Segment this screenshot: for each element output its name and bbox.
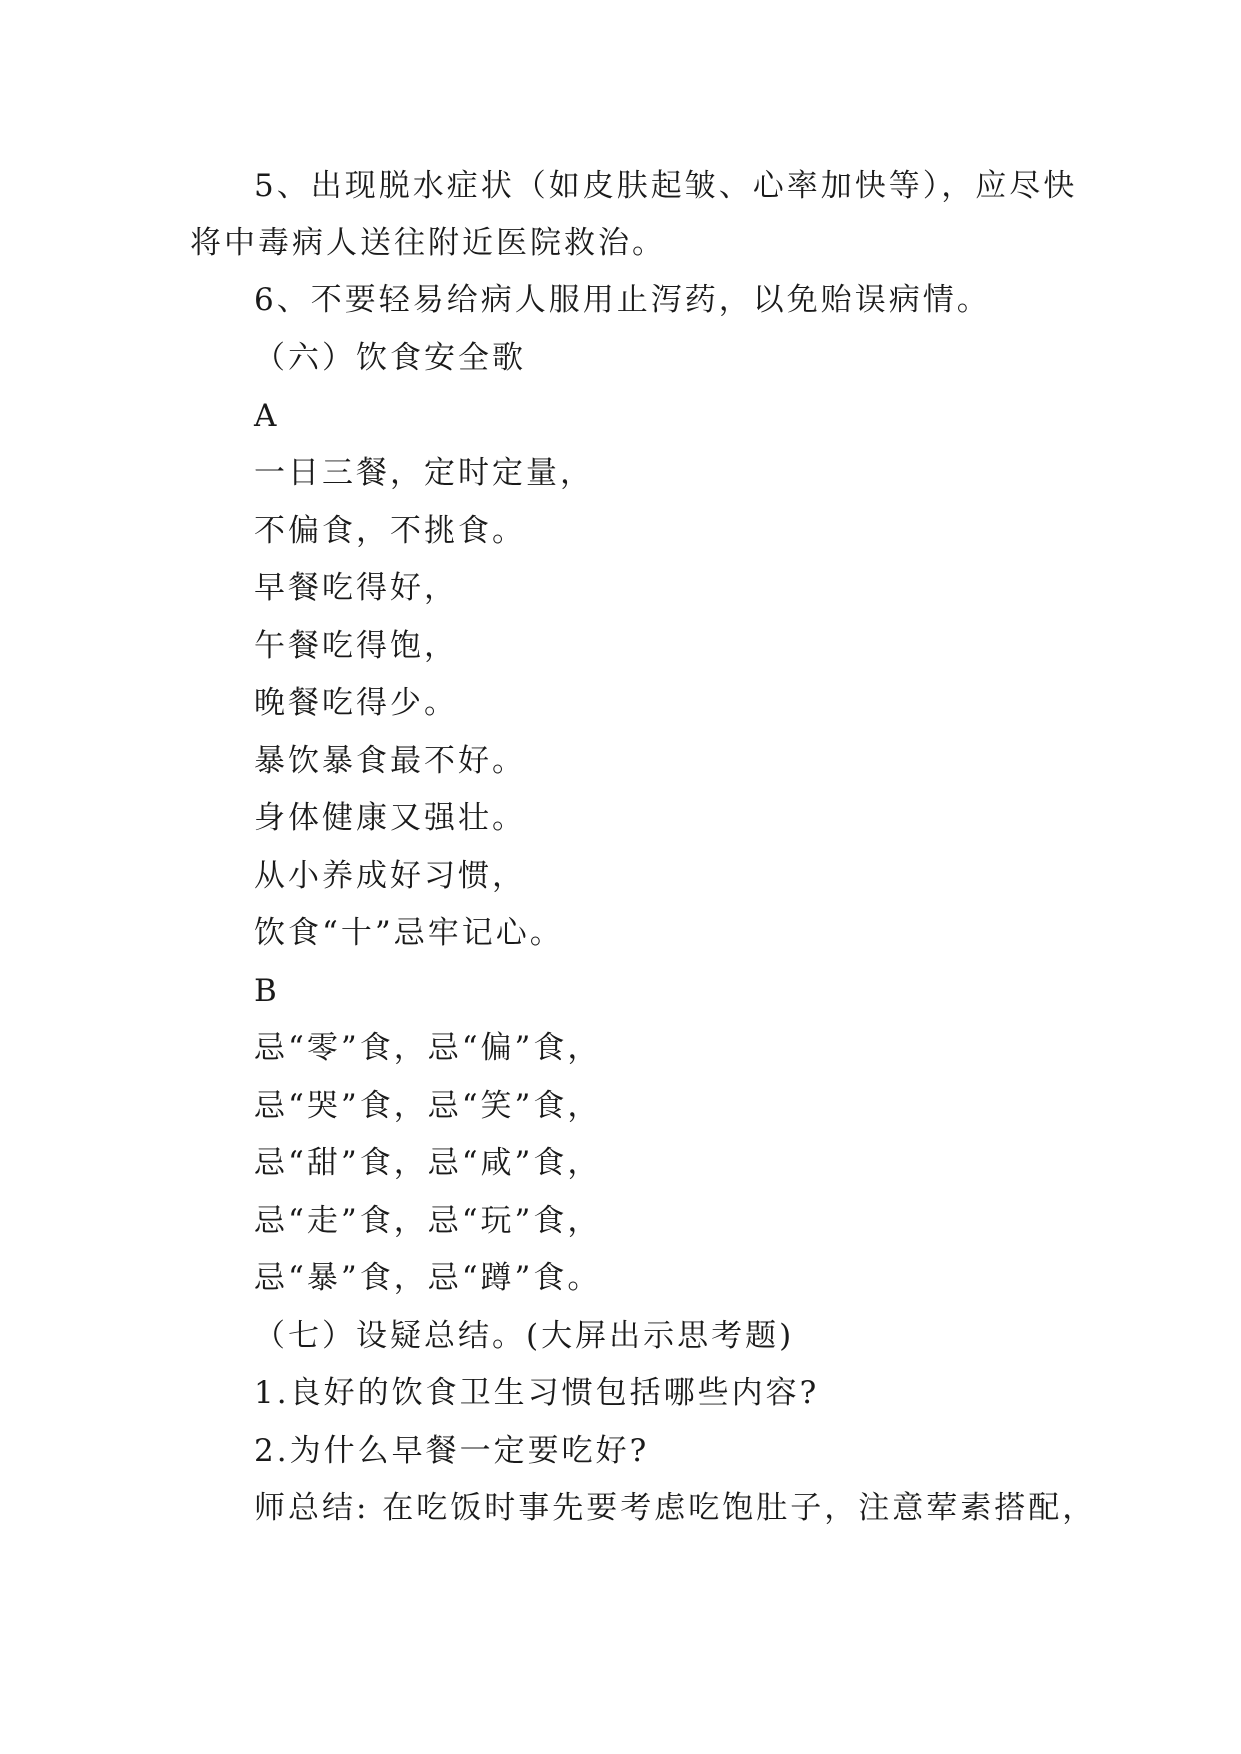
verse-line: 忌“暴”食，忌“蹲”食。 <box>254 1260 602 1296</box>
verse-line: 身体健康又强壮。 <box>254 800 526 836</box>
verse-line: 忌“哭”食，忌“笑”食， <box>254 1088 602 1124</box>
verse-line: 一日三餐，定时定量， <box>254 455 594 491</box>
verse-label-b: B <box>254 973 280 1009</box>
verse-line: 忌“走”食，忌“玩”食， <box>254 1203 602 1239</box>
paragraph-item-5: 5、出现脱水症状（如皮肤起皱、心率加快等），应尽快 <box>254 168 1078 204</box>
verse-line: 暴饮暴食最不好。 <box>254 743 526 779</box>
verse-line: 不偏食，不挑食。 <box>254 513 526 549</box>
paragraph-item-6: 6、不要轻易给病人服用止泻药，以免贻误病情。 <box>254 282 991 318</box>
teacher-summary: 师总结: 在吃饭时事先要考虑吃饱肚子，注意荤素搭配， <box>254 1490 1097 1526</box>
verse-line: 忌“零”食，忌“偏”食， <box>254 1030 602 1066</box>
verse-line: 忌“甜”食，忌“咸”食， <box>254 1145 602 1181</box>
verse-line: 午餐吃得饱， <box>254 628 458 664</box>
section-heading-7: （七）设疑总结。(大屏出示思考题) <box>254 1318 795 1354</box>
verse-label-a: A <box>254 398 280 434</box>
question-1: 1.良好的饮食卫生习惯包括哪些内容? <box>254 1375 820 1411</box>
question-2: 2.为什么早餐一定要吃好? <box>254 1433 650 1469</box>
verse-line: 从小养成好习惯， <box>254 858 526 894</box>
verse-line: 早餐吃得好， <box>254 570 458 606</box>
paragraph-item-5-continued: 将中毒病人送往附近医院救治。 <box>190 225 666 261</box>
verse-line: 饮食“十”忌牢记心。 <box>254 915 564 951</box>
section-heading-6: （六）饮食安全歌 <box>254 340 526 376</box>
verse-line: 晚餐吃得少。 <box>254 685 458 721</box>
